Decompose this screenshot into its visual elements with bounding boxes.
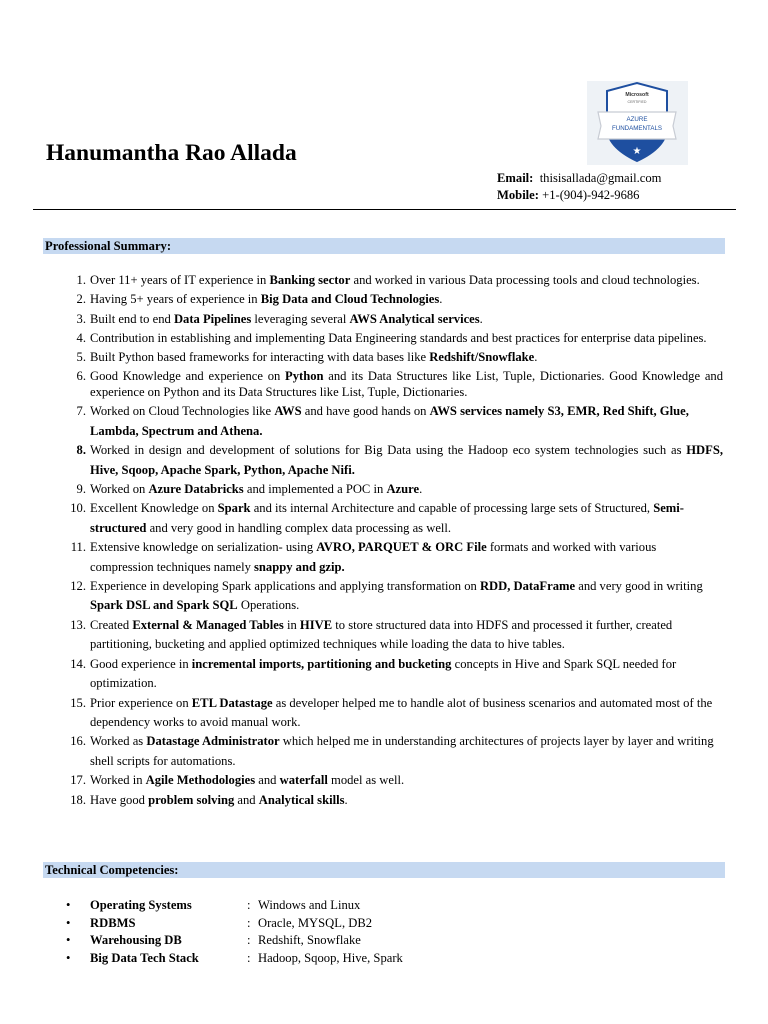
competency-row [66, 932, 706, 950]
summary-item-text: to store structured data into HDFS and processed it further, created partitioning, bucketing and applied optimized techniques while loading the data to hive tables. [90, 617, 673, 652]
summary-item-text: concepts in Hive and Spark SQL needed for optimization. [90, 656, 677, 691]
competency-row [66, 897, 706, 915]
summary-item-text: and its internal Architecture and capable of processing large sets of Structured, [250, 501, 654, 516]
summary-item-emphasis: Azure Databricks [148, 482, 244, 497]
summary-item-number: 3. [76, 311, 86, 326]
badge-fundamentals-text: FUNDAMENTALS [611, 125, 663, 132]
summary-item-number: 10. [70, 501, 86, 516]
summary-item [52, 655, 723, 694]
summary-item-text: and [234, 792, 259, 807]
summary-item-text: Worked in design and development of solutions for Big Data using the Hadoop eco system technologies such as [90, 443, 687, 458]
summary-item-text: and [255, 773, 280, 788]
summary-item-text: Over 11+ years of IT experience in [90, 273, 270, 287]
summary-item-text: Created [90, 617, 133, 632]
summary-item-text: Having 5+ years of experience in [90, 292, 261, 307]
summary-item-emphasis: Datastage Administrator [146, 734, 280, 749]
summary-item-text: and implemented a POC in [243, 482, 387, 497]
summary-item [52, 791, 723, 810]
certification-badge-icon [587, 81, 688, 165]
badge-azure-text: AZURE [626, 116, 648, 123]
summary-item-number: 17. [70, 773, 86, 788]
summary-item-text: Experience in developing Spark applications and applying transformation on [90, 579, 480, 594]
summary-item-number: 1. [76, 273, 86, 287]
summary-item-number: 2. [76, 292, 86, 307]
summary-item-text: Extensive knowledge on serialization- using [90, 540, 317, 555]
competency-label: Big Data Tech Stack [90, 950, 199, 965]
summary-item-text: Have good [90, 792, 149, 807]
competency-row [66, 950, 706, 968]
summary-item-emphasis: AVRO, PARQUET & ORC File [316, 540, 487, 555]
summary-item [52, 369, 723, 400]
summary-item [52, 310, 723, 329]
summary-item-emphasis: ETL Datastage [191, 695, 273, 710]
summary-item-text: Operations. [237, 598, 300, 613]
summary-item-text: Worked on Cloud Technologies like [90, 404, 275, 419]
competency-label: RDBMS [90, 915, 136, 930]
summary-item-number: 14. [70, 656, 86, 671]
summary-item-text: and very good in writing [575, 579, 703, 594]
bullet-icon: • [66, 915, 71, 930]
summary-item-text: as developer helped me to handle alot of business scenarios and automated most of the dependency works to avoid manual work. [90, 695, 713, 729]
competency-value: Redshift, Snowflake [258, 933, 361, 947]
summary-item-text: Contribution in establishing and implementing Data Engineering standards and best practices for enterprise data pipelines. [90, 330, 707, 345]
summary-item-emphasis: Spark DSL and Spark SQL [90, 598, 238, 613]
summary-item [52, 331, 723, 347]
competency-colon: : [247, 898, 251, 912]
summary-item-emphasis: snappy and gzip. [254, 559, 345, 574]
summary-item-text: in [283, 617, 300, 632]
mobile-line [497, 187, 661, 204]
summary-item [52, 577, 723, 616]
summary-item-text: which helped me in understanding architectures of projects layer by layer and writing shell scripts for automations. [90, 734, 714, 768]
summary-item-emphasis: RDD, DataFrame [479, 579, 576, 594]
summary-item-number: 12. [70, 579, 86, 594]
email-label: Email: [497, 171, 534, 185]
summary-item [52, 441, 723, 480]
summary-item-emphasis: AWS services namely S3, EMR, Red Shift, Glue, Lambda, Spectrum and Athena. [90, 404, 689, 438]
summary-item-number: 16. [70, 734, 86, 749]
summary-item-text: Good Knowledge and experience on [90, 369, 286, 384]
bullet-icon: • [66, 898, 71, 912]
summary-item-emphasis: AWS Analytical services [349, 311, 480, 326]
summary-item-text: model as well. [327, 773, 405, 788]
summary-item-text: . [534, 350, 538, 365]
competency-value: Oracle, MYSQL, DB2 [258, 915, 373, 930]
summary-item-text: Worked in [90, 773, 146, 788]
summary-item-emphasis: HDFS, Hive, Sqoop, Apache Spark, Python, Apache Nifi. [90, 443, 723, 477]
summary-item-emphasis: Semi-structured [90, 501, 684, 535]
mobile-value: +1-(904)-942-9686 [542, 188, 640, 202]
summary-item [52, 732, 723, 771]
competency-value: Hadoop, Sqoop, Hive, Spark [258, 950, 403, 965]
summary-item-text: and very good in handling complex data processing as well. [146, 520, 452, 535]
candidate-name: Hanumantha Rao Allada [46, 140, 297, 166]
summary-item-number: 8. [76, 443, 86, 458]
competency-label: Warehousing DB [90, 933, 182, 947]
summary-item-text: formats and worked with various compression techniques namely [90, 540, 657, 574]
competencies-section-title: Technical Competencies: [43, 862, 725, 878]
summary-list [52, 271, 723, 810]
summary-item-number: 15. [70, 695, 86, 710]
summary-item [52, 771, 723, 790]
summary-item-text: and have good hands on [301, 404, 430, 419]
summary-item-emphasis: Spark [217, 501, 251, 516]
summary-item-emphasis: HIVE [299, 617, 333, 632]
summary-item-text: Prior experience on [90, 695, 192, 710]
svg-text:★: ★ [632, 146, 642, 157]
summary-item-number: 18. [70, 792, 86, 807]
summary-item-emphasis: External & Managed Tables [132, 617, 284, 632]
competency-colon: : [247, 915, 251, 930]
contact-info [497, 170, 661, 204]
competency-label: Operating Systems [90, 898, 192, 912]
summary-item-number: 6. [76, 369, 86, 384]
summary-item [52, 402, 723, 441]
summary-item-text: Good experience in [90, 656, 192, 671]
summary-item-emphasis: waterfall [279, 773, 328, 788]
summary-item-number: 13. [70, 617, 86, 632]
summary-item-emphasis: incremental imports, partitioning and bucketing [191, 656, 452, 671]
badge-certified-text: CERTIFIED [627, 100, 647, 104]
summary-item [52, 616, 723, 655]
email-line [497, 170, 661, 187]
mobile-label: Mobile: [497, 188, 539, 202]
summary-item-emphasis: AWS [274, 404, 302, 419]
summary-item-text: and worked in various Data processing tools and cloud technologies. [350, 273, 700, 287]
summary-item-emphasis: Data Pipelines [173, 311, 252, 326]
summary-item [52, 348, 723, 367]
summary-item-text: Worked as [90, 734, 147, 749]
bullet-icon: • [66, 933, 71, 947]
summary-item [52, 290, 723, 309]
summary-item-text: Worked on [90, 482, 149, 497]
summary-item-text: Built Python based frameworks for interacting with data bases like [90, 350, 430, 365]
summary-item-emphasis: Agile Methodologies [145, 773, 256, 788]
competency-value: Windows and Linux [258, 898, 361, 912]
summary-item-emphasis: Python [285, 369, 324, 384]
summary-item-number: 4. [76, 330, 86, 345]
summary-item-emphasis: Analytical skills [258, 792, 345, 807]
summary-section-title: Professional Summary: [43, 238, 725, 254]
competencies-list [66, 897, 706, 967]
competency-row [66, 915, 706, 933]
competency-colon: : [247, 933, 251, 947]
summary-item-text: . [419, 482, 423, 497]
summary-item-number: 11. [70, 540, 86, 555]
summary-item-emphasis: Azure [386, 482, 420, 497]
summary-item-emphasis: Banking sector [269, 273, 351, 287]
competency-colon: : [247, 950, 251, 965]
summary-item [52, 694, 723, 733]
summary-item-number: 7. [76, 404, 86, 419]
summary-item-text: Built end to end [90, 311, 174, 326]
header-divider [33, 209, 736, 210]
summary-item-text: . [344, 792, 348, 807]
summary-item [52, 538, 723, 577]
summary-item-text: and its Data Structures like List, Tuple, Dictionaries. Good Knowledge and experience on Python and its Data Structures like List, Tuple, Dictionaries. [90, 369, 723, 399]
summary-item [52, 480, 723, 499]
summary-item-text: . [479, 311, 483, 326]
summary-item [52, 499, 723, 538]
summary-item-number: 5. [76, 350, 86, 365]
summary-item-text: leveraging several [251, 311, 350, 326]
badge-microsoft-text: Microsoft [625, 92, 649, 98]
azure-fundamentals-badge [587, 81, 688, 165]
summary-item-emphasis: problem solving [148, 792, 235, 807]
summary-item-text: Excellent Knowledge on [90, 501, 218, 516]
summary-item-text: . [439, 292, 443, 307]
summary-item-emphasis: Redshift/Snowflake [429, 350, 535, 365]
summary-item-emphasis: Big Data and Cloud Technologies [260, 292, 440, 307]
summary-item [52, 271, 723, 290]
bullet-icon: • [66, 950, 71, 965]
summary-item-number: 9. [76, 482, 86, 497]
email-value[interactable]: thisisallada@gmail.com [539, 171, 662, 185]
